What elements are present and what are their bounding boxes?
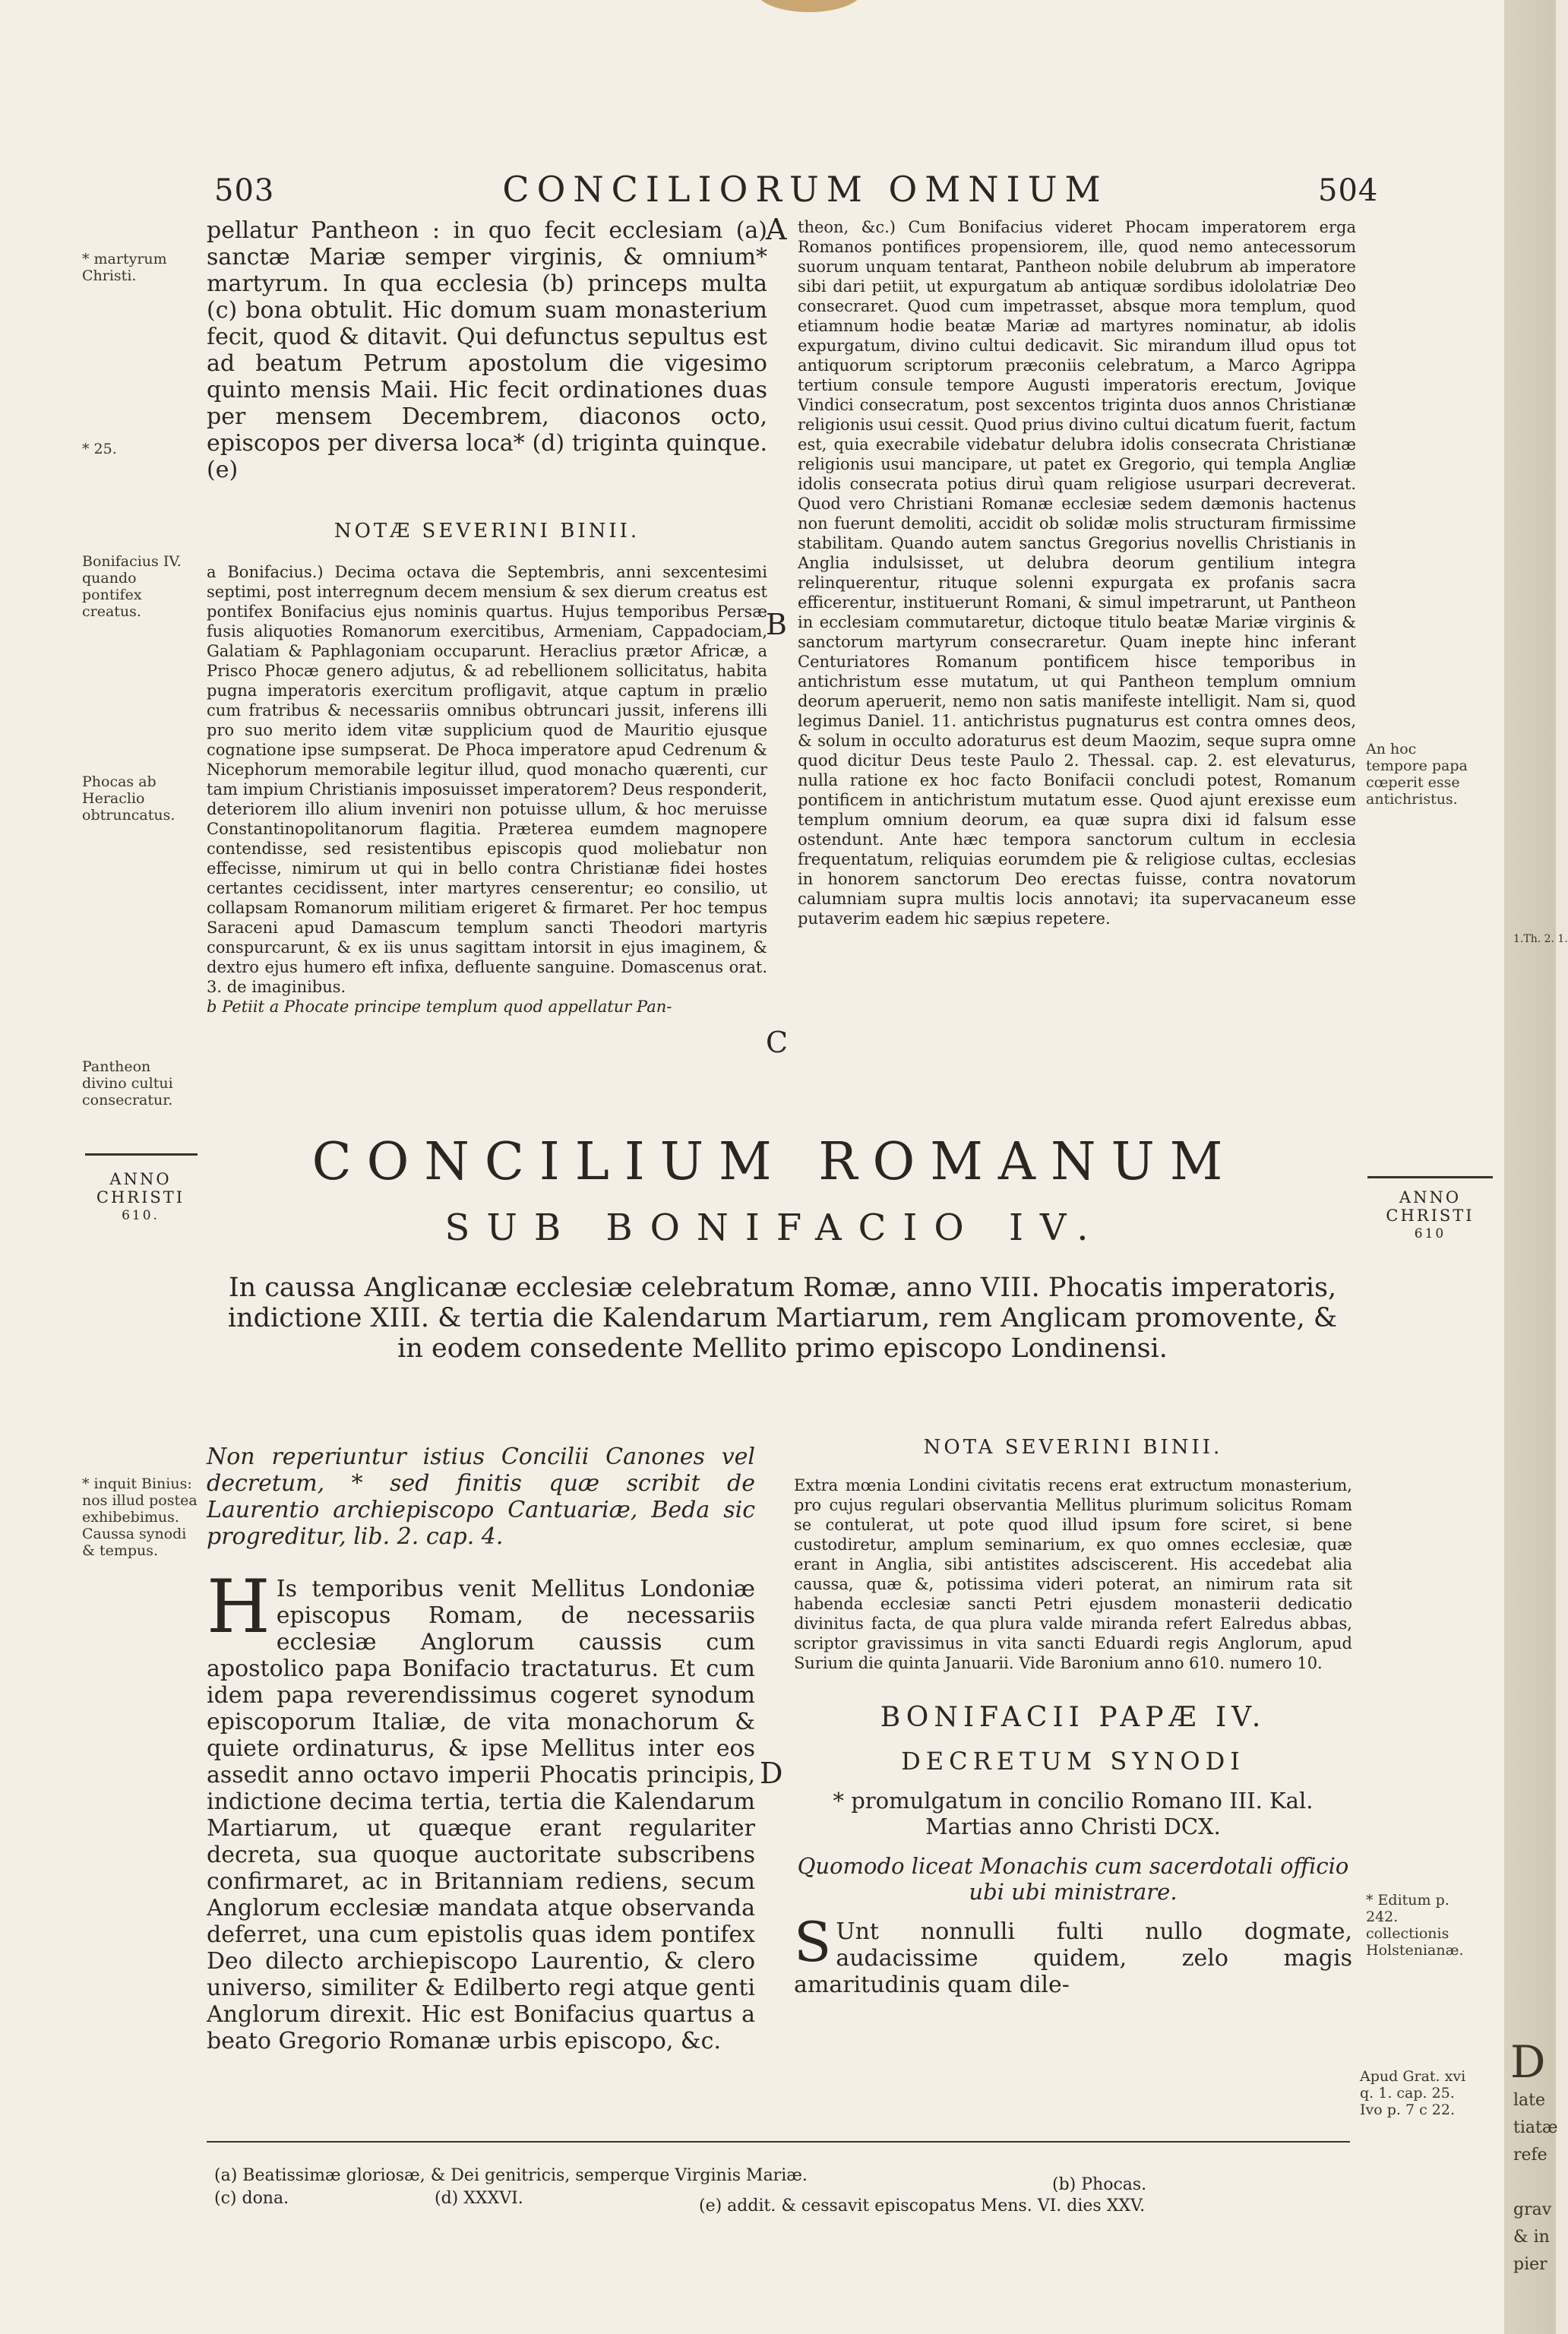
page-number-right: 504 <box>1318 173 1379 208</box>
section-marker-c: C <box>766 1026 789 1059</box>
binding-mark <box>756 0 862 12</box>
margin-note-martyrum: * martyrum Christi. <box>82 251 167 284</box>
nota-text: Extra mœnia Londini civitatis recens erat extructum monasterium, pro cujus regulari observantia Mellitus plurimum solicitus Romam se contulerat, ut pote quod illud ipsum fore sciret, si bene custodiretur, amplum seminarium, ex quo omnes ecclesiæ, quæ erant in Anglia, sibi antistites adsciscerent. His accedebat alia caussa, quæ &, potissima videri poterat, an nimirum rata sit habenda ecclesiæ sancti Petri ejusdem monasterii dedicatio divinitus facta, de qua plura valde miranda refert Ealredus abbas, scriptor gravissimus in vita sancti Eduardi regis Anglorum, apud Surium die quinta Januarii. Vide Baronium anno 610. numero 10. <box>794 1476 1352 1672</box>
footnote-c: (c) dona. <box>214 2189 289 2208</box>
lower-right-column <box>794 1436 1352 1998</box>
strip-fragment-7: & in <box>1513 2228 1550 2247</box>
lower-left-intro: Non reperiuntur istius Concilii Canones vel decretum, * sed finitis quæ scribit de Laurentio archiepiscopo Cantuariæ, Beda sic progreditur, lib. 2. cap. 4. <box>207 1444 755 1550</box>
strip-fragment-8: pier <box>1513 2255 1547 2274</box>
anno-left-line1: ANNO <box>109 1170 172 1188</box>
margin-note-bonifacius: Bonifacius IV. quando pontifex creatus. <box>82 553 182 620</box>
notae-b: b Petiit a Phocate principe templum quod appellatur Pan- <box>207 998 672 1016</box>
strip-fragment-2: D <box>1510 2036 1546 2088</box>
margin-note-phocas: Phocas ab Heraclio obtruncatus. <box>82 773 175 824</box>
footnote-d: (d) XXXVI. <box>435 2189 523 2208</box>
anno-right-line1: ANNO <box>1399 1188 1462 1207</box>
nota-heading: NOTA SEVERINI BINII. <box>923 1436 1223 1459</box>
dropcap-h: H <box>207 1564 270 1649</box>
margin-note-binius: * inquit Binius: nos illud postea exhibebimus. Caussa synodi & tempus. <box>82 1475 198 1559</box>
section-marker-a: A <box>766 213 787 246</box>
margin-note-pantheon: Pantheon divino cultui consecratur. <box>82 1058 173 1108</box>
decretum-heading: DECRETUM SYNODI <box>901 1747 1245 1776</box>
council-title: CONCILIUM ROMANUM <box>311 1132 1238 1192</box>
strip-fragment-4: tiatæ <box>1513 2118 1558 2137</box>
margin-note-antichristus: An hoc tempore papa cœperit esse antichristus. <box>1366 741 1468 808</box>
lower-left-text: Is temporibus venit Mellitus Londoniæ episcopus Romam, de necessariis ecclesiæ Anglorum caussis cum apostolico papa Bonifacio tractaturus. Et cum idem papa reverendissimus cogeret synodum episcoporum Italiæ, de vita monachorum & quiete ordinaturus, & ipse Mellitus inter eos assedit anno octavo imperii Phocatis principis, indictione decima tertia, tertia die Kalendarum Martiarum, ut quæque erant regulariter decreta, sua quoque auctoritate subscribens confirmaret, ac in Britanniam rediens, secum Anglorum ecclesiæ mandata atque observanda deferret, una cum epistolis quas idem pontifex Deo dilecto archiepiscopo Laurentio, & clero universo, similiter & Edilberto regi atque genti Anglorum direxit. Hic est Bonifacius quartus a beato Gregorio Romanæ urbis episcopo, &c. <box>207 1576 755 2054</box>
adjacent-page-strip <box>1504 0 1568 2334</box>
notae-heading: NOTÆ SEVERINI BINII. <box>334 520 640 542</box>
footnote-a: (a) Beatissimæ gloriosæ, & Dei genitricis, semperque Virginis Mariæ. <box>214 2166 808 2185</box>
notae-text: a Bonifacius.) Decima octava die Septembris, anni sexcentesimi septimi, post interregnum decem mensium & sex dierum creatus est pontifex Bonifacius ejus nominis quartus. Hujus temporibus Persæ fusis aliquoties Romanorum exercitibus, Armeniam, Cappadociam, Galatiam & Paphlagoniam occuparunt. Heraclius prætor Africæ, a Prisco Phocæ genero adjutus, & ad rebellionem sollicitatus, habita pugna imperatoris exercitum profligavit, atque captum in prælio cum fratribus & necessariis omnibus obtruncari jussit, inferens illi pro suo merito idem vitæ supplicium quod de Mauritio ejusque cognatione ipse sumpserat. De Phoca imperatore apud Cedrenum & Nicephorum memorabile legitur illud, quod monacho quærenti, cur tam impium Christianis imposuisset imperatorem? Deus responderit, deteriorem illo alium inveniri non potuisse ullum, & hoc meruisse Constantinopolitanorum flagitia. Præterea eumdem magnopere contendisse, sed resistentibus episcopis quod moliebatur non effecisse, nimirum ut qui in bello contra Christianæ fidei hostes certantes cecidissent, inter martyres censerentur; eo consilio, ut collapsam Romanorum militiam erigeret & firmaret. Per hoc tempus Saraceni apud Damascum templum sancti Theodori martyris conspurcarunt, & ex iis unus sagittam intorsit in ejus imaginem, & dextro ejus humero eft infixa, defluente sanguine. Domascenus orat. 3. de imaginibus. <box>207 563 767 996</box>
left-column-text: pellatur Pantheon : in quo fecit ecclesiam (a) sanctæ Mariæ semper virginis, & omnium* martyrum. In qua ecclesia (b) princeps multa (c) bona obtulit. Hic domum suam monasterium fecit, quod & ditavit. Qui defunctus sepultus est ad beatum Petrum apostolum die vigesimo quinto mensis Maii. Hic fecit ordinationes duas per mensem Decembrem, diaconos octo, episcopos per diversa loca* (d) triginta quinque. (e) <box>207 217 767 483</box>
strip-fragment-5: refe <box>1513 2146 1547 2165</box>
right-column <box>798 217 1356 928</box>
council-description: In caussa Anglicanæ ecclesiæ celebratum Romæ, anno VIII. Phocatis imperatoris, indictione XIII. & tertia die Kalendarum Martiarum, rem Anglicam promovente, & in eodem consedente Mellito primo episcopo Londinensi. <box>227 1273 1338 1364</box>
anno-right-line3: 610 <box>1414 1226 1446 1241</box>
strip-fragment-3: late <box>1513 2091 1546 2110</box>
anno-left-line3: 610. <box>122 1208 160 1223</box>
footnote-b: (b) Phocas. <box>1052 2175 1147 2194</box>
bonifacii-heading: BONIFACII PAPÆ IV. <box>880 1702 1266 1733</box>
anno-right-line2: CHRISTI <box>1386 1207 1475 1225</box>
dropcap-s: S <box>794 1910 832 1974</box>
anno-rule-right <box>1367 1176 1493 1178</box>
anno-christi-right <box>1360 1188 1500 1243</box>
decree-text: Unt nonnulli fulti nullo dogmate, audacissime quidem, zelo magis amaritudinis quam dile- <box>794 1918 1352 1998</box>
footnote-e: (e) addit. & cessavit episcopatus Mens. VI. dies XXV. <box>699 2196 1146 2215</box>
footnote-rule <box>207 2141 1350 2143</box>
lower-left-body <box>207 1564 755 2054</box>
anno-christi-left <box>76 1170 205 1225</box>
left-column <box>207 217 767 1017</box>
margin-note-editum: * Editum p. 242. collectionis Holstenianæ. <box>1366 1892 1464 1959</box>
anno-rule-left <box>85 1153 198 1156</box>
question-text: Quomodo liceat Monachis cum sacerdotali officio ubi ubi ministrare. <box>797 1853 1349 1905</box>
strip-fragment-6: grav <box>1513 2200 1552 2219</box>
right-column-text: theon, &c.) Cum Bonifacius videret Phocam imperatorem erga Romanos pontifices propensiorem, ille, quod nemo antecessorum suorum unquam tentarat, Pantheon nobile delubrum ab imperatore sibi dari petiit, ut expurgatum ab antiquæ sordibus idololatriæ Deo consecraret. Quod cum impetrasset, absque mora templum, quod etiamnum hodie beatæ Mariæ ad martyres nominatur, ab idolis expurgatum, divino cultui dedicavit. Sic mirandum illud opus tot antiquorum scriptorum præconiis celebratum, a Marco Agrippa tertium consule tempore Augusti imperatoris erectum, Jovique Vindici consecratum, post sexcentos triginta duos annos Christianæ religionis usui cessit. Quod prius divino cultui dicatum fuerit, factum est, quia execrabile videbatur delubra idolis consecrata Christianæ religionis usui mancipare, ut patet ex Gregorio, qui templa Angliæ idolis consecrata potius diruì quam religiose usurpari decreverat. Quod vero Christiani Romanæ ecclesiæ sedem dæmonis hactenus non fuerunt demoliti, accidit ob solidæ molis structuram firmissime stabilitam. Quando autem sanctus Gregorius novellis Christianis in Anglia indulsisset, ut delubra deorum gentilium integra relinquerentur, rituque solenni expurgata ex profanis sacra efficerentur, instituerunt Romani, & simul impetrarunt, ut Pantheon in ecclesiam commutaretur, dictoque titulo beatæ Mariæ virginis & sanctorum martyrum consecraretur. Quam inepte hinc inferant Centuriatores Romanum pontificem hisce temporibus in antichristum esse mutatum, ut qui Pantheon templum omnium deorum aperuerit, nemo non satis manifeste intelligit. Nam si, quod legimus Daniel. 11. antichristus pugnaturus est contra omnes deos, & solum in occulto adoraturus est deum Maozim, seque supra omne quod dicitur Deus teste Paulo 2. Thessal. cap. 2. est elevaturus, nulla ratione ex hoc facto Bonifacii concludi potest, Romanum pontificem in antichristum mutatum esse. Quod ajunt erexisse eum templum omnium deorum, ea quæ supra dixi id falsum esse ostendunt. Ante hæc tempora sanctorum cultum in ecclesia frequentatum, reliquias eorumdem pie & religiose cultas, ecclesias in honorem sanctorum Deo erectas fuisse, contra novatorum calumniam supra multis locis annotavi; ita supervacaneum esse putaverim eadem hic sæpius repetere. <box>798 218 1356 928</box>
section-marker-b: B <box>766 608 787 641</box>
section-marker-d: D <box>760 1757 783 1790</box>
decree-body <box>794 1910 1352 1998</box>
council-subtitle: SUB BONIFACIO IV. <box>444 1207 1105 1249</box>
running-title: CONCILIORUM OMNIUM <box>502 169 1108 210</box>
margin-note-grat: Apud Grat. xvi q. 1. cap. 25. Ivo p. 7 c 22. <box>1360 2068 1466 2118</box>
promulgatum-text: * promulgatum in concilio Romano III. Kal. Martias anno Christi DCX. <box>833 1788 1314 1839</box>
anno-left-line2: CHRISTI <box>96 1188 185 1207</box>
strip-fragment-1: 1.Th. 2. 1. <box>1513 933 1568 945</box>
page-number-left: 503 <box>214 173 275 208</box>
lower-left-column <box>207 1444 755 2054</box>
margin-note-25: * 25. <box>82 441 117 457</box>
